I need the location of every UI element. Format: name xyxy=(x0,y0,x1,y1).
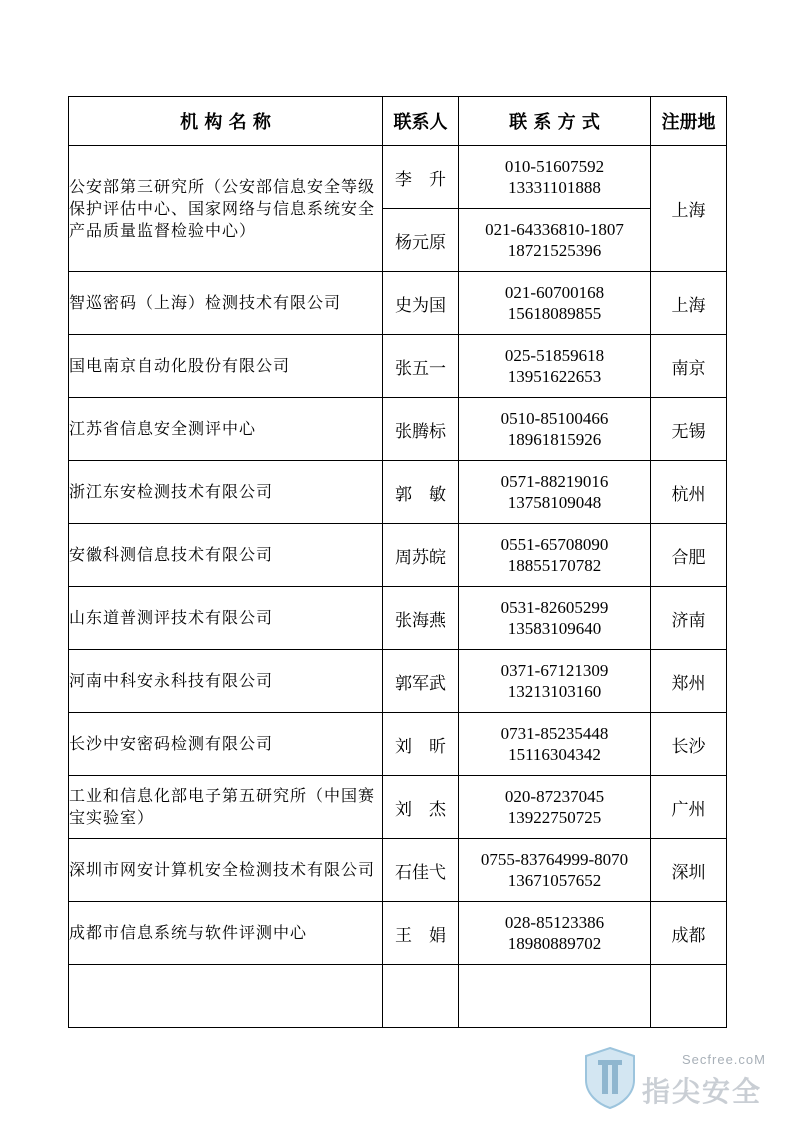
contact-table xyxy=(68,96,727,1028)
watermark-brand: 指尖安全 xyxy=(642,1075,763,1108)
phone-landline: 025-51859618 xyxy=(504,346,605,365)
phone-mobile: 13583109640 xyxy=(507,619,602,638)
phone-cell xyxy=(459,902,651,965)
table-row xyxy=(69,713,727,776)
phone-landline: 020-87237045 xyxy=(504,787,605,806)
phone-mobile: 18721525396 xyxy=(507,241,602,260)
city: 上海 xyxy=(651,146,727,272)
phone-cell xyxy=(459,524,651,587)
phone-cell xyxy=(459,398,651,461)
phone-cell xyxy=(459,335,651,398)
table-row xyxy=(69,146,727,209)
contact-name: 史为国 xyxy=(383,272,459,335)
city: 杭州 xyxy=(651,461,727,524)
org-name: 工业和信息化部电子第五研究所（中国赛宝实验室） xyxy=(69,776,383,839)
table-row xyxy=(69,965,727,1028)
phone-landline: 0371-67121309 xyxy=(500,661,609,680)
contact-name: 周苏皖 xyxy=(383,524,459,587)
city: 南京 xyxy=(651,335,727,398)
table-row xyxy=(69,524,727,587)
phone-landline: 0731-85235448 xyxy=(500,724,609,743)
contact-name: 郭军武 xyxy=(383,650,459,713)
header-contact: 联系人 xyxy=(383,97,459,146)
phone-cell xyxy=(459,839,651,902)
phone-landline: 0571-88219016 xyxy=(500,472,609,491)
watermark xyxy=(582,1044,772,1114)
contact-name: 王 娟 xyxy=(383,902,459,965)
city: 郑州 xyxy=(651,650,727,713)
phone-mobile: 18980889702 xyxy=(507,934,602,953)
phone-landline: 0510-85100466 xyxy=(500,409,609,428)
phone-mobile: 13758109048 xyxy=(507,493,602,512)
city xyxy=(651,965,727,1028)
phone-landline: 0755-83764999-8070 xyxy=(480,850,629,869)
phone-landline: 021-64336810-1807 xyxy=(485,220,624,239)
org-name: 智巡密码（上海）检测技术有限公司 xyxy=(69,272,383,335)
phone-cell xyxy=(459,776,651,839)
contact-name: 杨元原 xyxy=(383,209,459,272)
header-org: 机 构 名 称 xyxy=(69,97,383,146)
city: 广州 xyxy=(651,776,727,839)
org-name: 河南中科安永科技有限公司 xyxy=(69,650,383,713)
table-row xyxy=(69,461,727,524)
city: 合肥 xyxy=(651,524,727,587)
table-row xyxy=(69,650,727,713)
contact-name: 石佳弋 xyxy=(383,839,459,902)
table-row xyxy=(69,839,727,902)
table-row xyxy=(69,398,727,461)
contact-name: 刘 杰 xyxy=(383,776,459,839)
org-name: 成都市信息系统与软件评测中心 xyxy=(69,902,383,965)
org-name: 江苏省信息安全测评中心 xyxy=(69,398,383,461)
phone-landline: 021-60700168 xyxy=(504,283,605,302)
contact-name: 郭 敏 xyxy=(383,461,459,524)
header-city: 注册地 xyxy=(651,97,727,146)
table-row xyxy=(69,902,727,965)
phone-mobile: 18855170782 xyxy=(507,556,602,575)
phone-cell xyxy=(459,272,651,335)
phone-landline: 0531-82605299 xyxy=(500,598,609,617)
watermark-site: Secfree.coM xyxy=(682,1052,766,1067)
phone-cell xyxy=(459,650,651,713)
phone-cell xyxy=(459,146,651,209)
phone-cell xyxy=(459,713,651,776)
phone-mobile: 13922750725 xyxy=(507,808,602,827)
table-row xyxy=(69,776,727,839)
contact-name: 张海燕 xyxy=(383,587,459,650)
city: 无锡 xyxy=(651,398,727,461)
phone-mobile: 15116304342 xyxy=(508,745,601,764)
phone-mobile: 18961815926 xyxy=(507,430,602,449)
org-name: 长沙中安密码检测有限公司 xyxy=(69,713,383,776)
phone-mobile: 13331101888 xyxy=(508,178,601,197)
table-row xyxy=(69,335,727,398)
contact-name: 张五一 xyxy=(383,335,459,398)
city: 济南 xyxy=(651,587,727,650)
phone-mobile: 13213103160 xyxy=(507,682,602,701)
phone-cell xyxy=(459,965,651,1028)
org-name: 浙江东安检测技术有限公司 xyxy=(69,461,383,524)
phone-mobile: 13951622653 xyxy=(507,367,602,386)
contact-name: 刘 昕 xyxy=(383,713,459,776)
phone-landline: 0551-65708090 xyxy=(500,535,609,554)
phone-landline: 028-85123386 xyxy=(504,913,605,932)
org-name: 安徽科测信息技术有限公司 xyxy=(69,524,383,587)
org-name: 公安部第三研究所（公安部信息安全等级保护评估中心、国家网络与信息系统安全产品质量监督检验中心） xyxy=(69,146,383,272)
phone-landline: 010-51607592 xyxy=(504,157,605,176)
phone-cell xyxy=(459,461,651,524)
shield-icon xyxy=(582,1046,638,1110)
city: 上海 xyxy=(651,272,727,335)
org-name: 国电南京自动化股份有限公司 xyxy=(69,335,383,398)
phone-mobile: 15618089855 xyxy=(507,304,602,323)
phone-cell xyxy=(459,587,651,650)
city: 长沙 xyxy=(651,713,727,776)
city: 深圳 xyxy=(651,839,727,902)
table-row xyxy=(69,587,727,650)
header-row xyxy=(69,97,727,146)
org-name xyxy=(69,965,383,1028)
contact-name xyxy=(383,965,459,1028)
header-phone: 联 系 方 式 xyxy=(459,97,651,146)
phone-cell xyxy=(459,209,651,272)
contact-name: 张腾标 xyxy=(383,398,459,461)
phone-mobile: 13671057652 xyxy=(507,871,602,890)
contact-name: 李 升 xyxy=(383,146,459,209)
org-name: 深圳市网安计算机安全检测技术有限公司 xyxy=(69,839,383,902)
org-name: 山东道普测评技术有限公司 xyxy=(69,587,383,650)
city: 成都 xyxy=(651,902,727,965)
table-row xyxy=(69,272,727,335)
